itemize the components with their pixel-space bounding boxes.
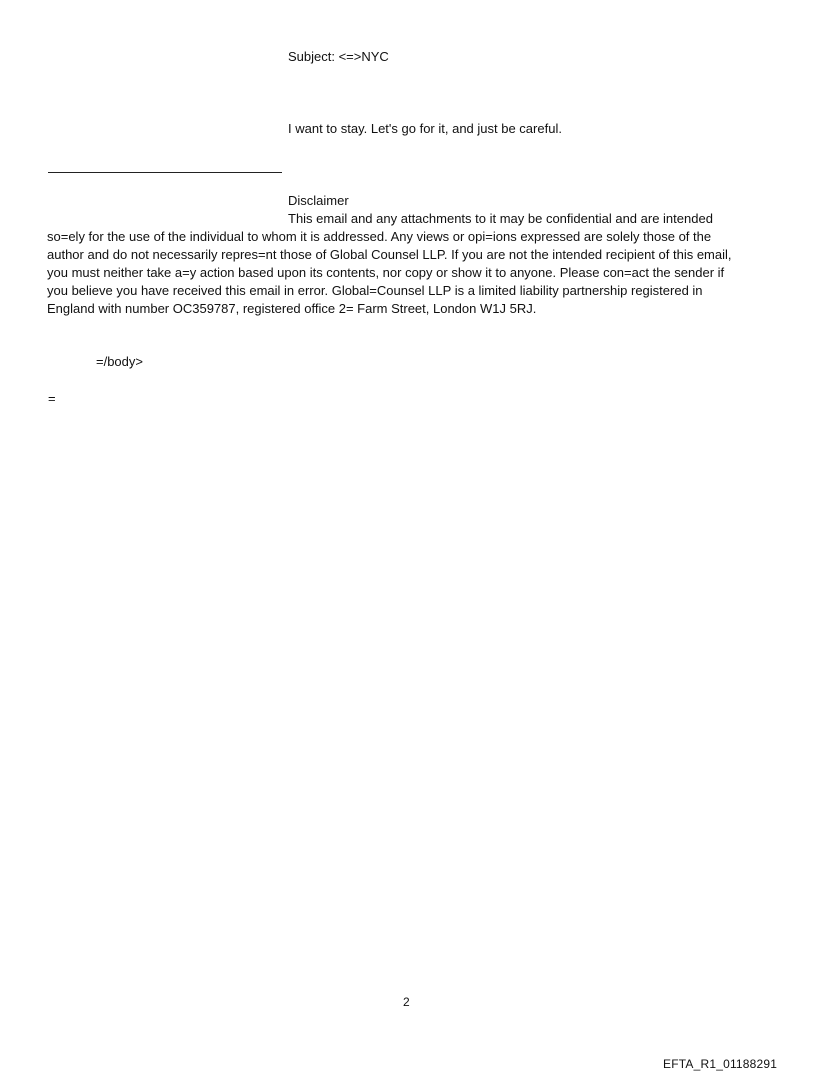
disclaimer-heading: Disclaimer [288,193,349,208]
signature-divider [48,172,282,173]
page-number: 2 [403,995,410,1009]
email-subject: Subject: <=>NYC [288,49,389,64]
disclaimer-line: author and do not necessarily repres=nt those of Global Counsel LLP. If you are not the intended recipient of this email, [47,247,732,262]
document-id: EFTA_R1_01188291 [663,1057,778,1071]
body-close-tag: =/body> [96,354,143,369]
disclaimer-line: you believe you have received this email in error. Global=Counsel LLP is a limited liability partnership registered in [47,283,703,298]
disclaimer-line: you must neither take a=y action based upon its contents, nor copy or show it to anyone. Please con=act the sender if [47,265,725,280]
disclaimer-line: England with number OC359787, registered office 2= Farm Street, London W1J 5RJ. [47,301,537,316]
email-body-text: I want to stay. Let's go for it, and just be careful. [288,121,562,136]
disclaimer-line: This email and any attachments to it may be confidential and are intended [288,211,713,226]
disclaimer-line: so=ely for the use of the individual to whom it is addressed. Any views or opi=ions expressed are solely those of the [47,229,712,244]
trailing-equals: = [48,391,56,406]
